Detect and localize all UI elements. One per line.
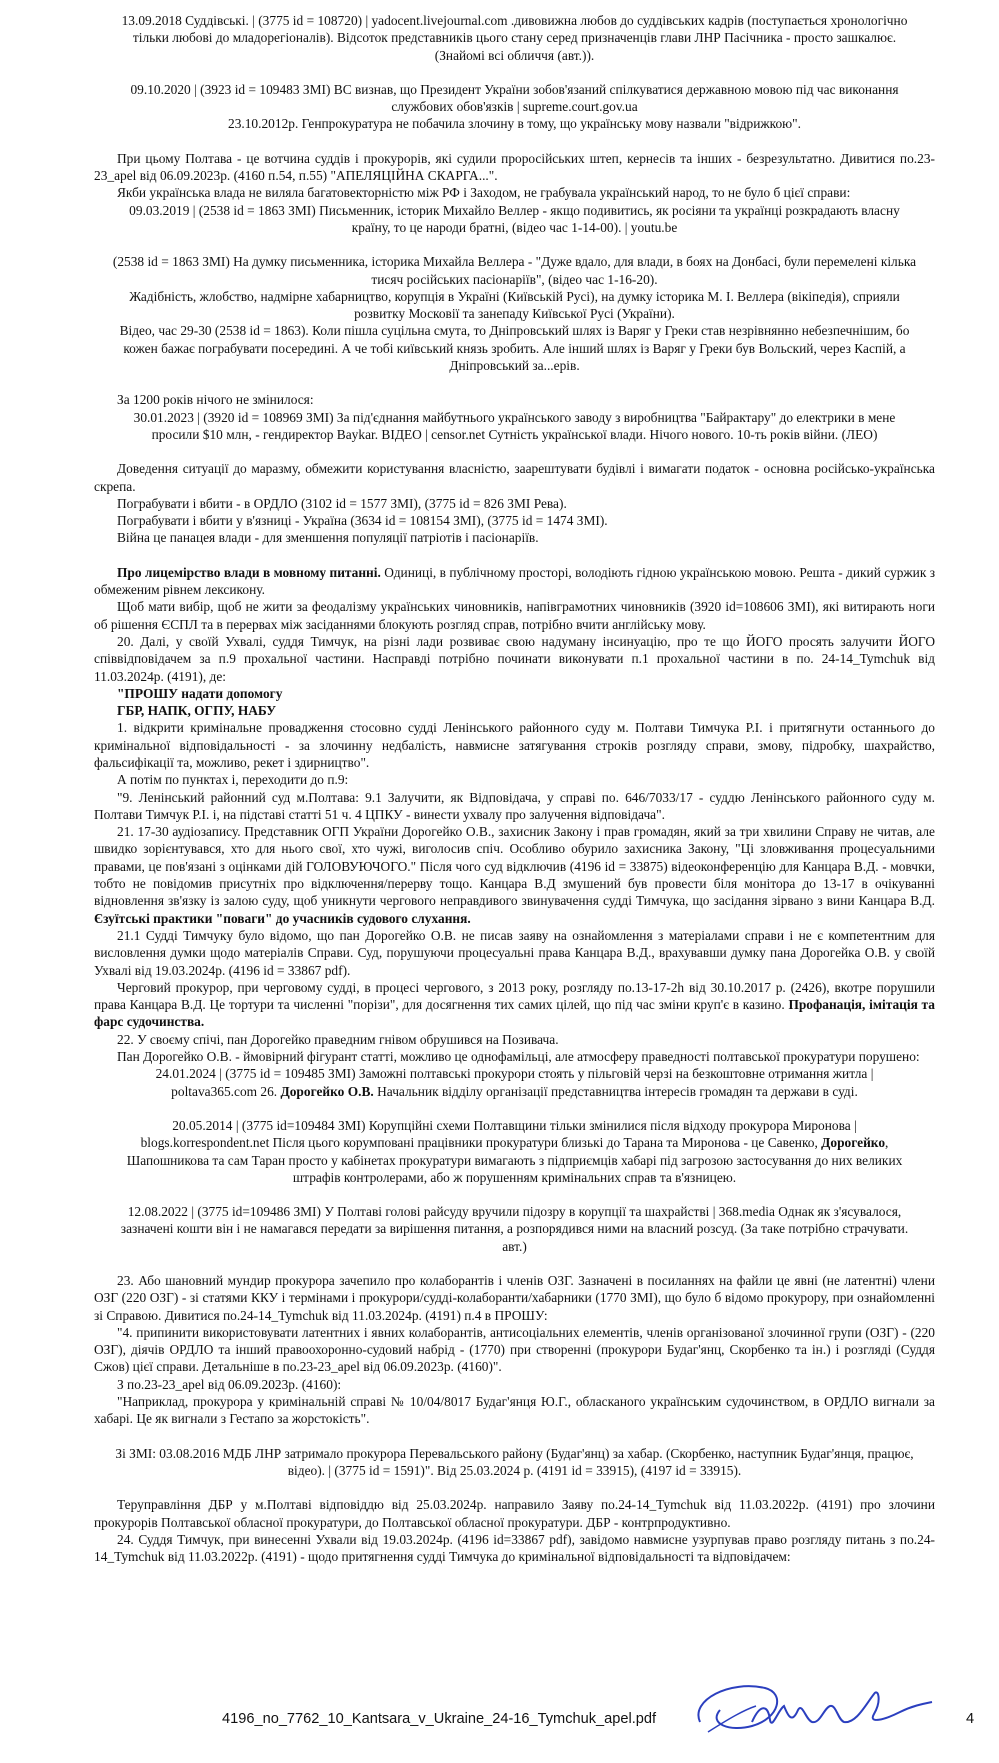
text-run: 20.05.2014 | (3775 id=109484 ЗМІ) Корупційні схеми Полтавщини тільки змінилися після відходу прокурора Миронова | blogs.korrespondent.net Після цього корумповані працівники прокуратури близькі до Тарана та Миронова - це Савенко, (140, 1117, 857, 1151)
text-run: , Шапошникова та сам Таран просто у кабінетах прокуратури вимагають з підприємців хабарі під загрозою застосування до них великих штрафів контролерами, або ж порушенням кримінальних справ та в'язницею. (126, 1135, 903, 1185)
text-run: 21. 17-30 аудіозапису. Представник ОГП України Дорогейко О.В., захисник Закону і прав громадян, який за три хвилини Справу не читав, але швидко зорієнтувався, хто для нього свої, хто чужі, виголосив спіч. Особливо обурило захисника Закону, "Ці зловживання процесуальними правами, це пов'язані з оцінками дій ГОЛОВУЮЧОГО." Після чого суд відключив (4196 id = 33875) відеоконференцію для Канцара В.Д. - мовчки, тобто не повідомив присутніх про відключення/перерву тощо. Канцара В.Д змушений був провести біля монітора до 13-17 в очікуванні відновлення зв'язку із залою суду, щоб уникнути чергового неправдивого звинувачення судді Тимчука, що засідання зірвано з вини Канцара В.Д. (94, 824, 935, 909)
paragraph (94, 1065, 935, 1100)
handwritten-signature (660, 1660, 960, 1750)
text-run: 24.01.2024 | (3775 id = 109485 ЗМІ) Заможні полтавські прокурори стоять у пільговій черзі на безкоштовне отримання житла | poltava365.com 26. (155, 1066, 874, 1099)
paragraph: 23.10.2012р. Генпрокуратура не побачила злочину в тому, що українську мову назвали "відрижкою". (228, 116, 801, 132)
paragraph: 24. Суддя Тимчук, при винесенні Ухвали від 19.03.2024р. (4196 id=33867 pdf), завідомо навмисне узурпував право розгляду питань з по.24-14_Tymchuk від 11.03.2022р. (4191) - щодо притягнення судді Тимчука до кримінальної відповідальності та відповідачем: (94, 1531, 935, 1565)
paragraph: 23. Або шановний мундир прокурора зачепило про колаборантів і членів ОЗГ. Зазначені в посиланнях на файли це явні (не латентні) члени ОЗГ (220 ОЗГ) - зі статями ККУ і термінами і прокурори/судді-колаборанти/хабарники (1770 ЗМІ), що було б відомо прокурору, при ознайомленні зі Справою. Дивитися по.24-14_Tymchuk від 11.03.2024р. (4191) п.4 в ПРОШУ: (94, 1273, 935, 1323)
paragraph: 22. У своєму спічі, пан Дорогейко праведним гнівом обрушився на Позивача. (117, 1031, 559, 1047)
paragraph: 20. Далі, у своїй Ухвалі, суддя Тимчук, на різні лади розвиває свою надуману інсинуацію, про те що ЙОГО просять залучити ЙОГО співвідповідачем за п.9 прохальної частини. Насправді потрібно починати виконувати п.1 прохальної частини в по. 24-14_Tymchuk від 11.03.2024р. (4191), де: (94, 633, 935, 684)
paragraph: 21.1 Судді Тимчуку було відомо, що пан Дорогейко О.В. не писав заяву на ознайомлення з матеріалами справи і не є компетентним для висловлення думки щодо матеріалів Справи. Суд, порушуючи процесуальні права Канцара В.Д., врахувавши думку пана Дорогейка О.В. у своїй Ухвалі від 19.03.2024р. (4196 id = 33867 pdf). (94, 927, 935, 978)
bold-line: "ПРОШУ надати допомогу (117, 685, 283, 701)
paragraph: "Наприклад, прокурора у кримінальній справі № 10/04/8017 Будаг'янця Ю.Г., обласканого українським судочинством, в ОРДЛО вигнали за хабарі. Це як вигнали з Гестапо за жорстокість". (94, 1394, 935, 1427)
paragraph: 30.01.2023 | (3920 id = 108969 ЗМІ) За під'єднання майбутнього українського заводу з виробництва "Байрактару" до електрики в мене просили $10 млн, - гендиректор Baykar. ВІДЕО | censor.net Сутність української влади. Нічого нового. 10-ть років війни. (ЛЕО) (133, 409, 896, 442)
bold-phrase: Профанація, імітація та фарс судочинства (94, 997, 935, 1030)
paragraph: З по.23-23_apel від 06.09.2023р. (4160): (117, 1376, 342, 1392)
paragraph (94, 1117, 935, 1186)
paragraph: 13.09.2018 Суддівські. | (3775 id = 108720) | yadocent.livejournal.com .дивовижна любов до суддівських кадрів (поступається хронологічно тільки любові до младорегіоналів). Відсоток представників цього стану серед призначенців глави ЛНР Пасічника - просто зашкалює. (Знайомі всі обличчя (авт.)). (121, 13, 908, 63)
bold-phrase: Єзуїтські практики "поваги" до учасників судового слухання (94, 910, 468, 926)
paragraph: (2538 id = 1863 ЗМІ) На думку письменника, історика Михайла Веллера - "Дуже вдало, для влади, в боях на Донбасі, були перемелені кілька тисяч російських пасіонаріїв", (відео час 1-16-20). (112, 254, 917, 287)
paragraph: Пограбувати і вбити у в'язниці - Україна (3634 id = 108154 ЗМІ), (3775 id = 1474 ЗМІ). (117, 513, 608, 529)
paragraph: Пограбувати і вбити - в ОРДЛО (3102 id = 1577 ЗМІ), (3775 id = 826 ЗМІ Рева). (117, 495, 567, 511)
bold-name: Дорогейко О.В. (280, 1083, 374, 1099)
text-run: Черговий прокурор, при черговому судді, в процесі чергового, з 2013 року, розгляду по.13-17-2h від 30.10.2017 р. (2426), вкотре порушили права Канцара В.Д. Це тортури та численні "порізи", для досягнення тих самих цілей, що під час зміни круп'є в казино. (94, 979, 935, 1013)
paragraph: Теруправління ДБР у м.Полтаві відповіддю від 25.03.2024р. направило Заяву по.24-14_Tymchuk від 11.03.2022р. (4191) про злочини прокурорів Полтавської обласної прокуратури, до Полтавської обласної прокуратури. ДБР - контрпродуктивно. (94, 1497, 935, 1530)
document-body (94, 12, 935, 1565)
page-number: 4 (966, 1711, 975, 1727)
paragraph: 12.08.2022 | (3775 id=109486 ЗМІ) У Полтаві голові райсуду вручили підозру в корупції та шахрайстві | 368.media Однак як з'ясувалося, зазначені кошти він і не намагався передати за вирішення питання, а розпорядився ними на власний розсуд. (За таке потрібно страчувати. авт.) (120, 1204, 909, 1254)
paragraph: А потім по пунктах і, переходити до п.9: (117, 772, 349, 788)
footer-filename: 4196_no_7762_10_Kantsara_v_Ukraine_24-16_Tymchuk_apel.pdf (222, 1711, 657, 1727)
paragraph: 1. відкрити кримінальне провадження стосовно судді Ленінського районного суду м. Полтави Тимчука Р.І. і притягнути останнього до кримінальної відповідальності - за злочинну недбалість, навмисне затягування строків розгляду справи, змову, підробку, шахрайство, фальсифікації та, можливо, рекет і здирництво". (94, 720, 935, 770)
paragraph: Зі ЗМІ: 03.08.2016 МДБ ЛНР затримало прокурора Перевальського району (Будаг'янц) за хабар. (Скорбенко, наступник Будаг'янця, працює, відео). | (3775 id = 1591)". Від 25.03.2024 р. (4191 id = 33915), (4197 id = 33915). (115, 1445, 914, 1478)
paragraph: Пан Дорогейко О.В. - ймовірний фігурант статті, можливо це однофамільці, але атмосферу праведності полтавської прокуратури порушено: (117, 1049, 920, 1065)
paragraph: Черговий прокурор, при черговому судді, в процесі чергового, з 2013 року, розгляду по.13-17-2h від 30.10.2017 р. (2426), вкотре порушили права Канцара В.Д. Це тортури та численні "порізи", для досягнення тих самих цілей, що під час зміни круп'є в казино. Профанація, імітація та фарс судочинства. (94, 979, 935, 1030)
bold-line: ГБР, НАПК, ОГПУ, НАБУ (117, 703, 277, 719)
paragraph: При цьому Полтава - це вотчина суддів і прокурорів, які судили проросійських штеп, кернесів та інших - безрезультатно. Дивитися по.23-23_apel від 06.09.2023р. (4160 п.54, п.55) "АПЕЛЯЦІЙНА СКАРГА...". (94, 150, 935, 184)
paragraph: 09.03.2019 | (2538 id = 1863 ЗМІ) Письменник, історик Михайло Веллер - якщо подивитись, як росіяни та українці розкрадають власну країну, то це народи братні, (відео час 1-14-00). | youtu.be (129, 202, 900, 235)
paragraph: Війна це панацея влади - для зменшення популяції патріотів і пасіонаріїв. (117, 530, 539, 546)
paragraph: "9. Ленінський районний суд м.Полтава: 9.1 Залучити, як Відповідача, у справі по. 646/7033/17 - суддю Ленінського районного суду м. Полтави Тимчук Р.І. і, на підставі статті 51 ч. 4 ЦПКУ - винести ухвалу про залучення відповідача". (94, 789, 935, 822)
paragraph: "4. припинити використовувати латентних і явних колаборантів, антисоціальних елементів, членів організованої злочинної групи (ОЗГ) - (220 ОЗГ), діячів ОРДЛО та інший правоохоронно-судовий набрід - (1770) при створенні (прокурори Будаг'янц, Скорбенко та ін.) і розгляді (Суддя Сжов) цієї справи. Детальніше в по.23-23_apel від 06.09.2023р. (4160)". (94, 1324, 935, 1375)
paragraph: Якби українська влада не виляла багатовекторністю між РФ і Заходом, не грабувала український народ, то не було б цієї справи: (117, 185, 851, 201)
paragraph: Жадібність, жлобство, надмірне хабарництво, корупція в Україні (Київській Русі), на думку історика М. І. Веллера (вікіпедія), сприяли розвитку Московії та занепаду Київської Русі (України). (129, 288, 900, 322)
paragraph: 09.10.2020 | (3923 id = 109483 ЗМІ) ВС визнав, що Президент України зобов'язаний спілкуватися державною мовою під час виконання службових обов'язків | supreme.court.gov.ua (130, 81, 899, 115)
paragraph: 21. 17-30 аудіозапису. Представник ОГП України Дорогейко О.В., захисник Закону і прав громадян, який за три хвилини Справу не читав, але швидко зорієнтувався, хто для нього свої, хто чужі, виголосив спіч. Особливо обурило захисника Закону, "Ці зловживання процесуальними правами, це пов'язані з оцінками дій ГОЛОВУЮЧОГО." Після чого суд відключив (4196 id = 33875) відеоконференцію для Канцара В.Д. - мовчки, тобто не повідомив присутніх про відключення/перерву тощо. Канцара В.Д змушений був провести біля монітора до 13-17 в очікуванні відновлення зв'язку із залою суду, щоб уникнути чергового неправдивого звинувачення судді Тимчука, що засідання зірвано з вини Канцара В.Д. Єзуїтські практики "поваги" до учасників судового слухання. (94, 824, 935, 926)
bold-name: Дорогейко (821, 1135, 886, 1151)
bold-heading: Про лицемірство влади в мовному питанні. (117, 564, 381, 580)
paragraph (94, 564, 935, 599)
text-run: Одиниці, в публічному просторі, володіють гідною українською мовою. Решта - дикий суржик з обмеженим рівнем лексикону. (94, 564, 935, 598)
paragraph: Доведення ситуації до маразму, обмежити користування власністю, заарештувати будівлі і вимагати податок - основна російсько-українська скрепа. (94, 461, 935, 494)
paragraph: За 1200 років нічого не змінилося: (117, 392, 314, 408)
paragraph: Відео, час 29-30 (2538 id = 1863). Коли пішла суцільна смута, то Дніпровський шлях із Варяг у Греки став незрівнянно небезпечнішим, бо кожен бажає пограбувати посередині. А че тобі київський князь зробить. Але інший шлях із Варяг у Греки був Вольский, через Каспій, а Дніпровський за...ерів. (119, 323, 910, 374)
paragraph: Щоб мати вибір, щоб не жити за феодалізму українських чиновників, напівграмотних чиновників (3920 id=108606 ЗМІ), які витирають ноги об рішення ЄСПЛ та в перервах між засіданнями блокують розгляд справ, потрібно вчити англійську мову. (94, 599, 935, 632)
text-run: Начальник відділу організації представництва інтересів громадян та держави в суді. (373, 1083, 858, 1099)
